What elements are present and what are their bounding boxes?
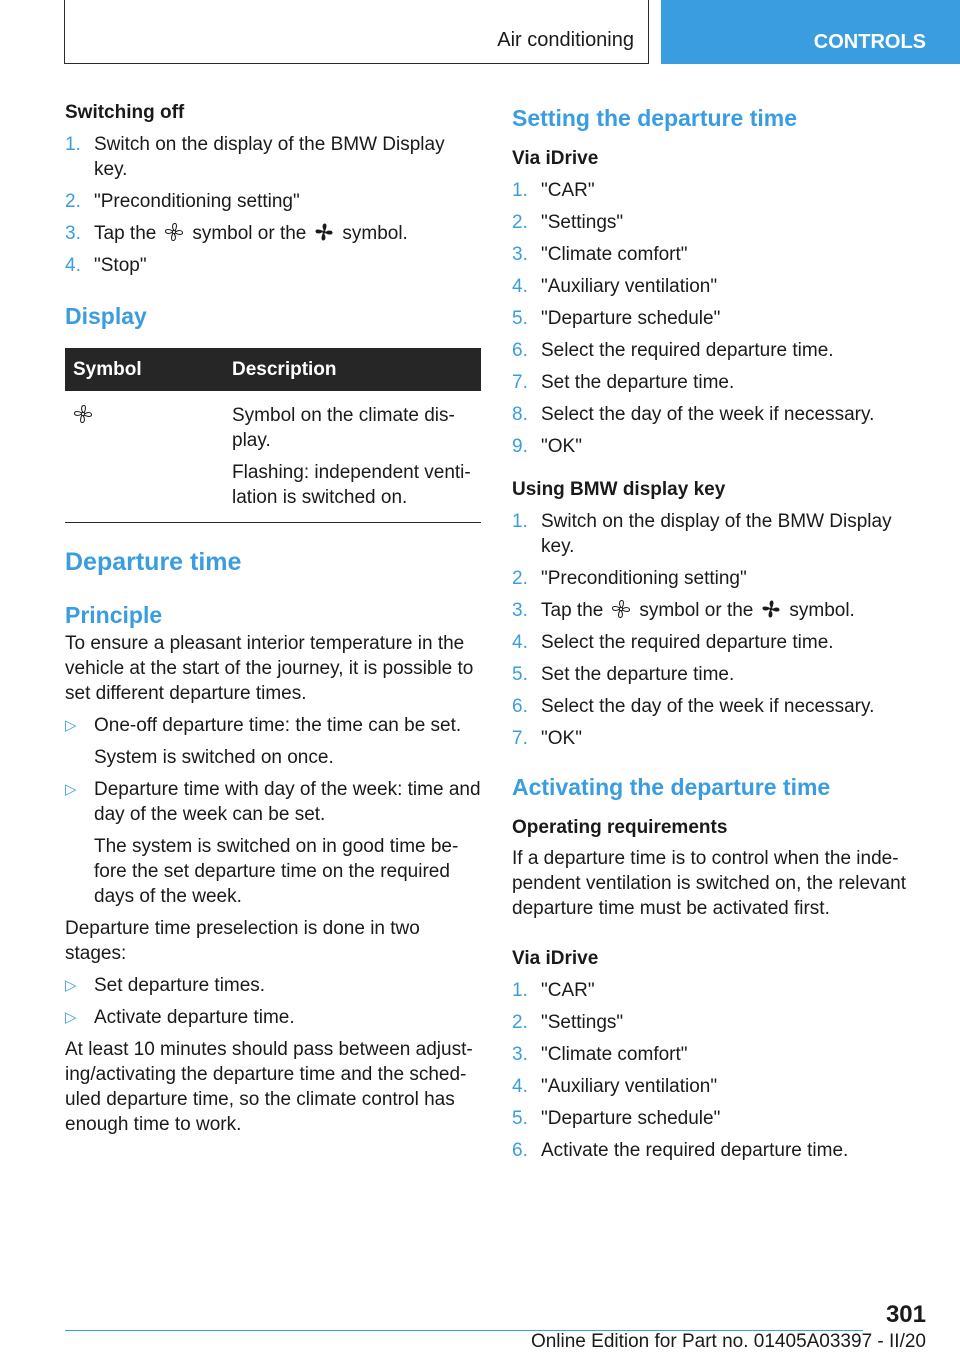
step-number: 4.	[65, 255, 81, 276]
step-text: "Climate comfort"	[541, 1044, 688, 1065]
list-item	[512, 1074, 917, 1099]
list-item	[65, 777, 481, 909]
step-text: Select the required departure time.	[541, 340, 834, 361]
step-number: 4.	[512, 276, 528, 297]
step-text-pre: Tap the	[541, 600, 604, 621]
step-number: 7.	[512, 728, 528, 749]
list-item	[512, 978, 917, 1003]
step-number: 9.	[512, 436, 528, 457]
fan-outline-icon	[73, 404, 93, 424]
step-number: 8.	[512, 404, 528, 425]
list-item	[512, 566, 917, 591]
list-item	[65, 132, 481, 182]
step-text: "Preconditioning setting"	[541, 568, 747, 589]
step-text: Switch on the display of the BMW Display key.	[94, 134, 445, 180]
step-number: 5.	[512, 1108, 528, 1129]
step-text-post: symbol.	[789, 600, 855, 621]
bullet-text: Departure time with day of the week: time and day of the week can be set.	[94, 779, 481, 825]
table-cell-symbol	[65, 391, 224, 523]
step-text: "OK"	[541, 436, 582, 457]
step-text: "OK"	[541, 728, 582, 749]
triangle-right-icon: ▷	[65, 977, 77, 994]
step-number: 4.	[512, 1076, 528, 1097]
step-text: Set the departure time.	[541, 664, 735, 685]
stages-bullets	[65, 973, 481, 1030]
left-column	[65, 100, 481, 1137]
step-number: 6.	[512, 696, 528, 717]
list-item	[512, 1010, 917, 1035]
departure-time-heading: Departure time	[65, 548, 242, 576]
list-item	[512, 402, 917, 427]
fan-outline-icon	[164, 222, 184, 242]
step-number: 1.	[512, 980, 528, 1001]
fan-outline-icon	[611, 599, 631, 619]
step-number: 1.	[512, 180, 528, 201]
step-number: 3.	[512, 1044, 528, 1065]
header-chapter-tab[interactable]: CONTROLS	[661, 0, 960, 64]
step-number: 5.	[512, 308, 528, 329]
fan-filled-icon	[314, 222, 334, 242]
display-key-steps	[512, 509, 917, 751]
list-item	[512, 434, 917, 459]
page-number: 301	[885, 1301, 926, 1328]
step-text: Select the required departure time.	[541, 632, 834, 653]
operating-paragraph: If a departure time is to control when the inde-pendent ventilation is switched on, the relevant departure time must be activated first.	[512, 848, 906, 919]
step-number: 4.	[512, 632, 528, 653]
list-item	[512, 306, 917, 331]
setting-departure-heading: Setting the departure time	[512, 105, 797, 131]
bullet-text: Set departure times.	[94, 975, 266, 996]
via-idrive-heading: Via iDrive	[512, 148, 599, 169]
step-text: "CAR"	[541, 980, 595, 1001]
step-text: "Stop"	[94, 255, 147, 276]
principle-heading: Principle	[65, 602, 163, 628]
step-number: 5.	[512, 664, 528, 685]
fan-filled-icon	[761, 599, 781, 619]
list-item	[512, 210, 917, 235]
list-item	[65, 253, 481, 278]
step-number: 7.	[512, 372, 528, 393]
table-row	[65, 391, 481, 523]
switching-off-heading: Switching off	[65, 102, 185, 123]
display-symbol-table	[65, 348, 481, 523]
list-item	[512, 598, 917, 623]
step-number: 2.	[512, 1012, 528, 1033]
step-number: 1.	[65, 134, 81, 155]
step-text: "Climate comfort"	[541, 244, 688, 265]
right-column	[512, 100, 917, 1163]
step-text: "Settings"	[541, 212, 624, 233]
activating-departure-heading: Activating the departure time	[512, 774, 831, 800]
list-item	[512, 662, 917, 687]
list-item	[512, 1138, 917, 1163]
step-number: 3.	[512, 244, 528, 265]
step-number: 2.	[512, 212, 528, 233]
stages-paragraph: Departure time preselection is done in two stages:	[65, 918, 420, 964]
display-heading: Display	[65, 303, 147, 329]
principle-bullets	[65, 713, 481, 909]
step-text: "Departure schedule"	[541, 308, 721, 329]
triangle-right-icon: ▷	[65, 781, 77, 798]
step-text-post: symbol.	[342, 223, 408, 244]
list-item	[512, 630, 917, 655]
switching-off-steps	[65, 132, 481, 278]
header-section-box	[64, 0, 649, 64]
step-number: 6.	[512, 340, 528, 361]
footer-edition: Online Edition for Part no. 01405A03397 - II/20	[530, 1331, 926, 1352]
bullet-text: Activate departure time.	[94, 1007, 295, 1028]
step-text: Activate the required departure time.	[541, 1140, 849, 1161]
step-number: 6.	[512, 1140, 528, 1161]
step-number: 3.	[512, 600, 528, 621]
step-text: "Auxiliary ventilation"	[541, 276, 718, 297]
list-item	[512, 726, 917, 751]
list-item	[512, 242, 917, 267]
operating-requirements-heading: Operating requirements	[512, 817, 728, 838]
step-text: "Settings"	[541, 1012, 624, 1033]
step-number: 3.	[65, 223, 81, 244]
using-key-heading: Using BMW display key	[512, 479, 726, 500]
list-item	[65, 221, 481, 246]
bullet-continuation: System is switched on once.	[94, 747, 334, 768]
step-text-pre: Tap the	[94, 223, 157, 244]
step-number: 2.	[65, 191, 81, 212]
step-number: 2.	[512, 568, 528, 589]
list-item	[512, 1106, 917, 1131]
step-text-mid: symbol or the	[639, 600, 754, 621]
list-item	[512, 370, 917, 395]
step-text: Select the day of the week if necessary.	[541, 404, 875, 425]
step-text: "CAR"	[541, 180, 595, 201]
list-item	[512, 338, 917, 363]
step-text-mid: symbol or the	[192, 223, 307, 244]
table-desc-line: Symbol on the climate dis-play.	[232, 405, 455, 451]
list-item	[512, 274, 917, 299]
list-item	[512, 1042, 917, 1067]
list-item	[512, 509, 917, 559]
list-item	[65, 189, 481, 214]
step-text: "Departure schedule"	[541, 1108, 721, 1129]
bullet-continuation: The system is switched on in good time be-fore the set departure time on the required days of the week.	[94, 836, 459, 907]
step-text: "Auxiliary ventilation"	[541, 1076, 718, 1097]
step-text: Switch on the display of the BMW Display key.	[541, 511, 892, 557]
step-number: 1.	[512, 511, 528, 532]
step-text: Set the departure time.	[541, 372, 735, 393]
list-item	[512, 694, 917, 719]
bullet-text: One-off departure time: the time can be set.	[94, 715, 462, 736]
table-cell-description	[224, 391, 481, 523]
idrive-steps-setting	[512, 178, 917, 459]
triangle-right-icon: ▷	[65, 717, 77, 734]
principle-paragraph: To ensure a pleasant interior temperature in the vehicle at the start of the journey, it is possible to set different departure times.	[65, 633, 474, 704]
step-text: "Preconditioning setting"	[94, 191, 300, 212]
via-idrive-heading: Via iDrive	[512, 948, 599, 969]
list-item	[65, 1005, 481, 1030]
list-item	[65, 973, 481, 998]
triangle-right-icon: ▷	[65, 1009, 77, 1026]
list-item	[65, 713, 481, 770]
table-header-description: Description	[224, 348, 481, 391]
step-text: Select the day of the week if necessary.	[541, 696, 875, 717]
list-item	[512, 178, 917, 203]
final-paragraph: At least 10 minutes should pass between adjust-ing/activating the departure time and the sched-uled departure time, so the climate control has enough time to work.	[65, 1039, 473, 1135]
header-section-title: Air conditioning	[497, 29, 634, 51]
table-desc-line: Flashing: independent venti-lation is switched on.	[232, 462, 471, 508]
idrive-steps-activating	[512, 978, 917, 1163]
table-header-symbol: Symbol	[65, 348, 224, 391]
